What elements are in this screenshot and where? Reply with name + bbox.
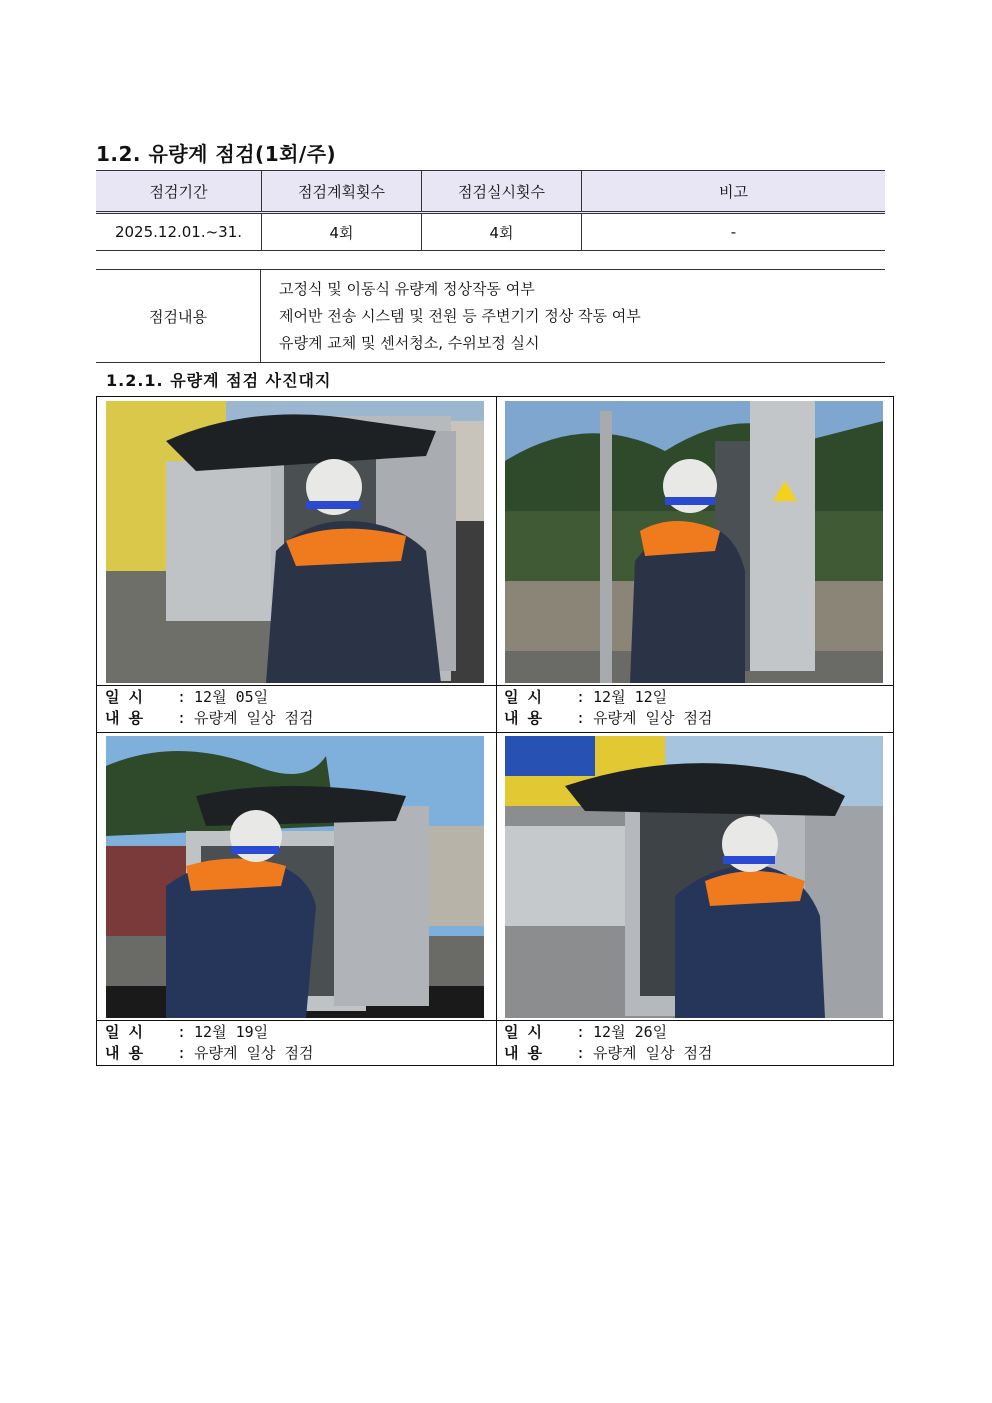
photo-section-title: 1.2.1. 유량계 점검 사진대지: [106, 371, 332, 390]
caption-content: 유량계 일상 점검: [194, 1044, 314, 1062]
photo-caption-1: 일 시 : 12월 05일 내 용 : 유량계 일상 점검: [105, 688, 314, 727]
schedule-table: [96, 170, 885, 251]
cell-remarks: -: [582, 213, 886, 251]
inspection-item: 고정식 및 이동식 유량계 정상작동 여부: [279, 279, 535, 298]
inspection-photo-1: [106, 401, 484, 683]
col-header-period: 점검기간: [96, 171, 262, 213]
caption-content: 유량계 일상 점검: [593, 709, 713, 727]
caption-content-key: 내 용: [105, 709, 144, 727]
photo-caption-4: 일 시 : 12월 26일 내 용 : 유량계 일상 점검: [504, 1023, 713, 1062]
caption-date-key: 일 시: [504, 1023, 543, 1041]
section-title: 1.2. 유량계 점검(1회/주): [96, 142, 337, 166]
col-header-remarks: 비고: [582, 171, 886, 213]
caption-date-key: 일 시: [105, 1023, 144, 1041]
caption-date: 12월 12일: [593, 688, 668, 706]
cell-period: 2025.12.01.~31.: [96, 213, 262, 251]
caption-date: 12월 05일: [194, 688, 269, 706]
caption-date: 12월 26일: [593, 1023, 668, 1041]
inspection-photo-4: [505, 736, 883, 1018]
caption-content-key: 내 용: [504, 1044, 543, 1062]
cell-planned: 4회: [262, 213, 422, 251]
caption-content: 유량계 일상 점검: [593, 1044, 713, 1062]
schedule-header-row: [96, 171, 885, 213]
inspection-label: 점검내용: [96, 270, 261, 363]
caption-content-key: 내 용: [105, 1044, 144, 1062]
caption-date: 12월 19일: [194, 1023, 269, 1041]
cell-performed: 4회: [422, 213, 582, 251]
schedule-row: [96, 213, 885, 251]
inspection-items: [261, 270, 886, 363]
caption-date-key: 일 시: [105, 688, 144, 706]
caption-content-key: 내 용: [504, 709, 543, 727]
inspection-item: 제어반 전송 시스템 및 전원 등 주변기기 정상 작동 여부: [279, 306, 641, 325]
col-header-planned: 점검계획횟수: [262, 171, 422, 213]
inspection-table: [96, 269, 885, 363]
photo-caption-3: 일 시 : 12월 19일 내 용 : 유량계 일상 점검: [105, 1023, 314, 1062]
inspection-photo-2: [505, 401, 883, 683]
photo-grid: [96, 396, 894, 1066]
inspection-item: 유량계 교체 및 센서청소, 수위보정 실시: [279, 333, 540, 352]
photo-caption-2: 일 시 : 12월 12일 내 용 : 유량계 일상 점검: [504, 688, 713, 727]
inspection-photo-3: [106, 736, 484, 1018]
caption-content: 유량계 일상 점검: [194, 709, 314, 727]
col-header-performed: 점검실시횟수: [422, 171, 582, 213]
caption-date-key: 일 시: [504, 688, 543, 706]
